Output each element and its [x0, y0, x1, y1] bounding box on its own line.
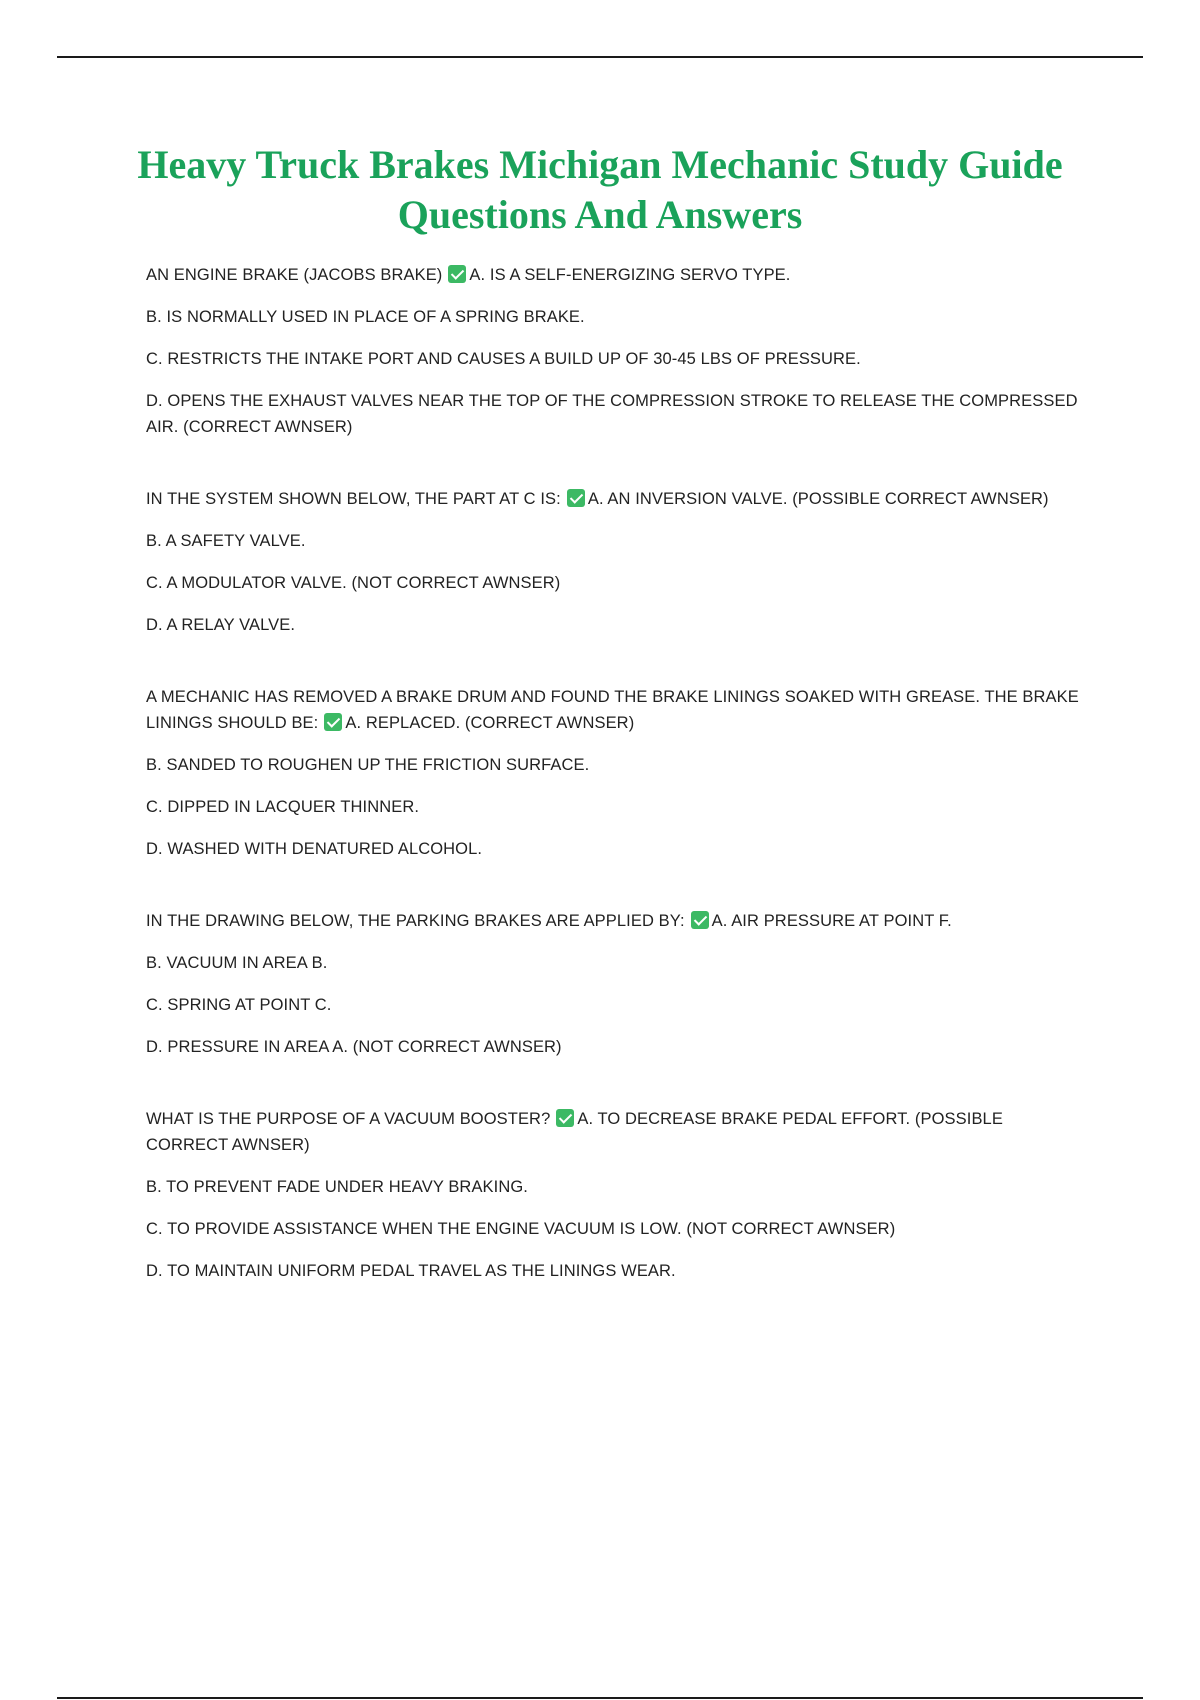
check-icon [567, 489, 585, 507]
check-icon [556, 1109, 574, 1127]
question-line [146, 684, 1086, 736]
answer-text: A. IS A SELF-ENERGIZING SERVO TYPE. [469, 266, 791, 284]
question-block [146, 684, 1086, 862]
bottom-rule [57, 1697, 1143, 1699]
option-c: C. A MODULATOR VALVE. (NOT CORRECT AWNSER) [146, 574, 561, 592]
question-text: IN THE SYSTEM SHOWN BELOW, THE PART AT C IS: [146, 490, 561, 508]
option-b: B. IS NORMALLY USED IN PLACE OF A SPRING BRAKE. [146, 308, 585, 326]
option-d: D. OPENS THE EXHAUST VALVES NEAR THE TOP OF THE COMPRESSION STROKE TO RELEASE THE COMPRESSED AIR. (CORRECT AWNSER) [146, 392, 1078, 436]
question-block [146, 262, 1086, 440]
option-d: D. TO MAINTAIN UNIFORM PEDAL TRAVEL AS THE LININGS WEAR. [146, 1262, 676, 1280]
option-b: B. A SAFETY VALVE. [146, 532, 306, 550]
option-d: D. A RELAY VALVE. [146, 616, 296, 634]
question-line [146, 486, 1086, 512]
question-line [146, 908, 1086, 934]
check-icon [448, 265, 466, 283]
question-text: IN THE DRAWING BELOW, THE PARKING BRAKES ARE APPLIED BY: [146, 912, 685, 930]
check-icon [324, 713, 342, 731]
question-text: WHAT IS THE PURPOSE OF A VACUUM BOOSTER? [146, 1110, 551, 1128]
answer-text: A. TO DECREASE BRAKE PEDAL EFFORT. (POSSIBLE CORRECT AWNSER) [146, 1110, 1003, 1154]
option-c: C. TO PROVIDE ASSISTANCE WHEN THE ENGINE VACUUM IS LOW. (NOT CORRECT AWNSER) [146, 1220, 896, 1238]
question-block [146, 1106, 1086, 1284]
top-rule [57, 56, 1143, 58]
question-line [146, 1106, 1086, 1158]
option-b: B. VACUUM IN AREA B. [146, 954, 328, 972]
question-line [146, 262, 1086, 288]
question-list [146, 262, 1086, 1284]
answer-text: A. REPLACED. (CORRECT AWNSER) [345, 714, 635, 732]
question-block [146, 486, 1086, 638]
check-icon [691, 911, 709, 929]
question-text: AN ENGINE BRAKE (JACOBS BRAKE) [146, 266, 443, 284]
option-d: D. PRESSURE IN AREA A. (NOT CORRECT AWNSER) [146, 1038, 562, 1056]
option-b: B. TO PREVENT FADE UNDER HEAVY BRAKING. [146, 1178, 528, 1196]
option-d: D. WASHED WITH DENATURED ALCOHOL. [146, 840, 483, 858]
option-c: C. RESTRICTS THE INTAKE PORT AND CAUSES A BUILD UP OF 30-45 LBS OF PRESSURE. [146, 350, 861, 368]
document-title: Heavy Truck Brakes Michigan Mechanic Study Guide Questions And Answers [137, 142, 1063, 237]
question-text: A MECHANIC HAS REMOVED A BRAKE DRUM AND FOUND THE BRAKE LININGS SOAKED WITH GREASE. THE BRAKE LININGS SHOULD BE: [146, 688, 1079, 732]
answer-text: A. AN INVERSION VALVE. (POSSIBLE CORRECT AWNSER) [587, 490, 1049, 508]
option-b: B. SANDED TO ROUGHEN UP THE FRICTION SURFACE. [146, 756, 590, 774]
question-block [146, 908, 1086, 1060]
option-c: C. DIPPED IN LACQUER THINNER. [146, 798, 420, 816]
answer-text: A. AIR PRESSURE AT POINT F. [711, 912, 952, 930]
option-c: C. SPRING AT POINT C. [146, 996, 332, 1014]
